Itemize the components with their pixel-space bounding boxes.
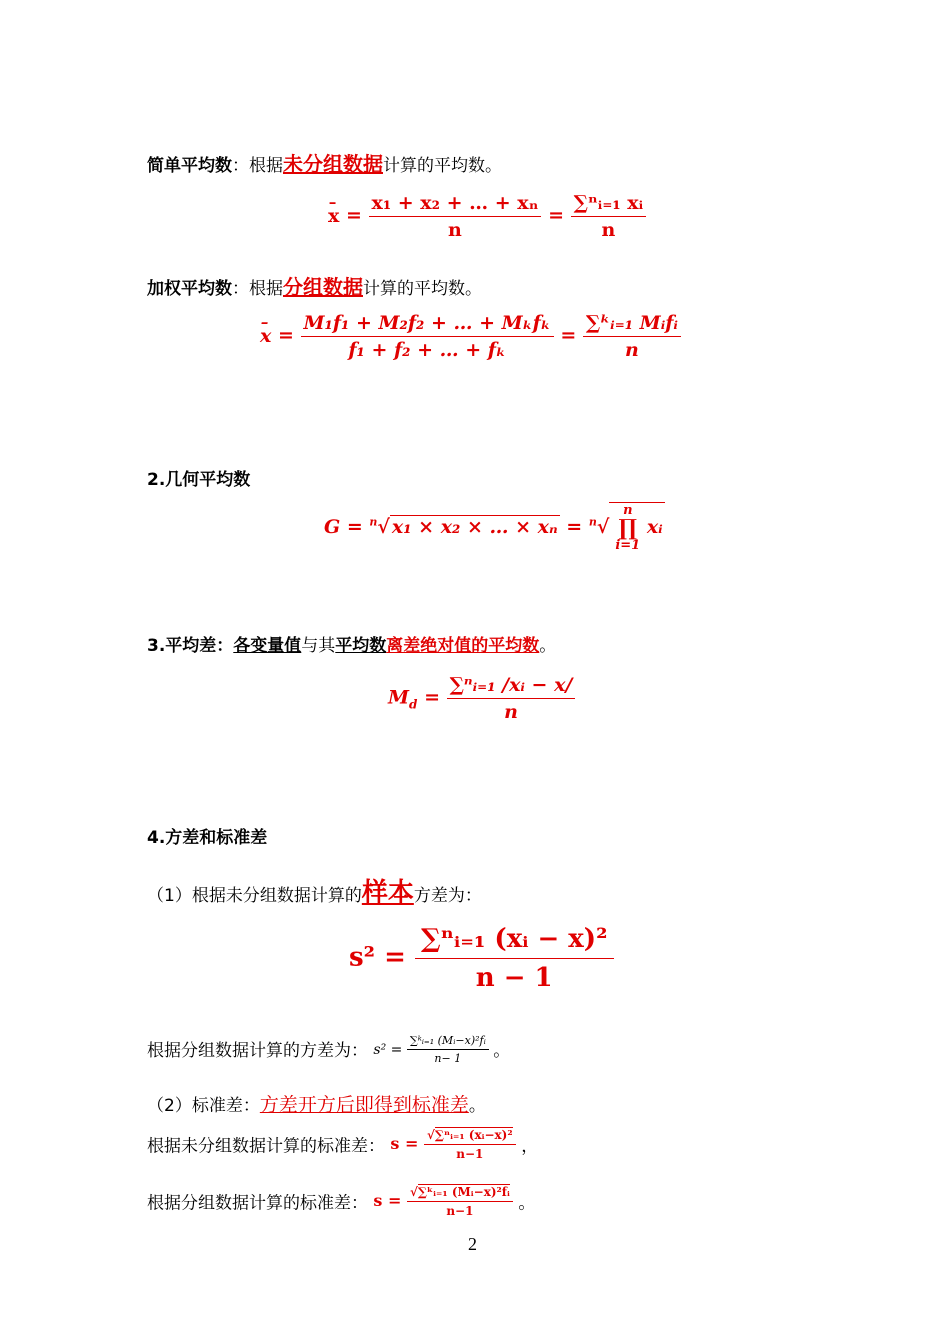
grouped-std-text: 根据分组数据计算的标准差：: [147, 1193, 368, 1214]
ungrouped-std-line: [147, 1128, 538, 1161]
grouped-variance-end: 。: [493, 1041, 511, 1061]
page-number: 2: [468, 1234, 477, 1254]
sample-variance-lhs: s² =: [349, 942, 406, 973]
mean-deviation-denominator: n: [504, 701, 518, 723]
ungrouped-std-lhs: s =: [390, 1134, 419, 1153]
mean-deviation-end: 。: [539, 636, 557, 656]
sample-variance-formula: [349, 924, 614, 993]
mean-deviation-lhs-sub: d: [409, 697, 418, 712]
std-dev-end: 。: [468, 1096, 486, 1116]
simple-mean-denominator: n: [448, 219, 462, 241]
geometric-mean-lhs: G =: [324, 516, 363, 538]
weighted-mean-label: 加权平均数: [147, 279, 232, 299]
mean-deviation-heading: 3.平均差：: [147, 636, 234, 656]
grouped-variance-numerator: ∑ᵏᵢ₌₁ (Mᵢ−x)²fᵢ: [407, 1034, 489, 1050]
mean-deviation-lhs: M: [388, 686, 410, 709]
grouped-std-denominator: n−1: [446, 1204, 474, 1218]
weighted-mean-numerator: M₁f₁ + M₂f₂ + … + Mₖfₖ: [301, 312, 554, 337]
ungrouped-std-fraction: [424, 1128, 516, 1161]
simple-mean-colon: ：根据: [232, 156, 283, 176]
grouped-variance-lhs: s² =: [373, 1041, 403, 1058]
ungrouped-std-end: ，: [521, 1136, 539, 1157]
ungrouped-std-formula: [390, 1128, 521, 1161]
std-dev-pre: （2）标准差：: [147, 1096, 260, 1116]
geometric-mean-product-root: $^n$√ n ∏ i=1 xᵢ: [588, 503, 663, 553]
grouped-variance-formula: [373, 1034, 493, 1065]
variance-heading: 4.方差和标准差: [147, 828, 268, 848]
sample-emphasis: 样本: [361, 878, 414, 908]
grouped-std-formula: [373, 1185, 518, 1218]
weighted-mean-lhs: – x: [260, 325, 271, 347]
geometric-mean-radicand: x₁ × x₂ × … × xₙ: [391, 516, 558, 538]
mean-deviation-fraction: [447, 674, 576, 723]
variance-intro-pre: （1）根据未分组数据计算的: [147, 886, 362, 906]
grouped-variance-denominator: n− 1: [434, 1052, 462, 1065]
weighted-mean-formula: – x = $\frac{\text{M₁f₁ + M₂f₂ + … + Mₖfₖ}}{\text{f₁ + f₂ + … + fₖ}}$ = $\frac{\text{∑ᵏᵢ₌₁ Mᵢfᵢ}}{n}$: [260, 312, 681, 361]
variance-intro-post: 方差为：: [413, 886, 482, 906]
mean-deviation-formula: $M_d$ = $\frac{\text{∑ⁿᵢ₌₁ /xᵢ − x/}}{n}$: [388, 674, 575, 723]
ungrouped-std-numerator: √∑ⁿᵢ₌₁ (xᵢ−x)²: [424, 1128, 516, 1145]
simple-mean-label: 简单平均数: [147, 156, 232, 176]
simple-mean-sum-fraction: [571, 192, 647, 241]
mean-deviation-definition: 离差绝对值的平均数: [386, 636, 540, 656]
geometric-mean-heading: 2.几何平均数: [147, 470, 251, 490]
std-dev-line: [147, 1090, 486, 1117]
weighted-mean-sum-fraction: [583, 312, 681, 361]
ungrouped-std-denominator: n−1: [456, 1147, 484, 1161]
grouped-std-fraction: [407, 1185, 513, 1218]
ungrouped-std-radicand: ∑ⁿᵢ₌₁ (xᵢ−x)²: [434, 1128, 513, 1142]
product-operator: [615, 503, 640, 553]
mean-deviation-mean: 平均数: [335, 636, 387, 656]
weighted-mean-sum-denominator: n: [625, 339, 639, 361]
ungrouped-std-text: 根据未分组数据计算的标准差：: [147, 1136, 385, 1157]
grouped-std-end: 。: [518, 1193, 536, 1214]
simple-mean-lhs: – x: [328, 205, 339, 227]
mean-deviation-mid: 与其: [301, 636, 336, 656]
variance-intro-line: [147, 872, 482, 909]
product-symbol: ∏: [618, 515, 638, 541]
std-dev-definition: 方差开方后即得到标准差: [259, 1094, 469, 1116]
product-top: n: [623, 503, 633, 518]
simple-mean-sum-numerator: ∑ⁿᵢ₌₁ xᵢ: [571, 192, 647, 217]
mean-deviation-line: [147, 631, 556, 656]
product-argument: xᵢ: [646, 516, 663, 538]
weighted-mean-fraction: [301, 312, 554, 361]
grouped-std-lhs: s =: [373, 1191, 402, 1210]
simple-mean-formula: – x = $\frac{\text{x₁ + x₂ + … + xₙ}}{n}$ = $\frac{\text{∑ⁿᵢ₌₁ xᵢ}}{n}$: [328, 192, 646, 241]
simple-mean-highlight: 未分组数据: [283, 152, 383, 176]
mean-deviation-numerator: ∑ⁿᵢ₌₁ /xᵢ − x/: [447, 674, 576, 699]
weighted-mean-colon: ：根据: [232, 279, 283, 299]
simple-mean-rest: 计算的平均数。: [383, 156, 502, 176]
grouped-std-numerator: √∑ᵏᵢ₌₁ (Mᵢ−x)²fᵢ: [407, 1185, 513, 1202]
simple-mean-eq: =: [345, 204, 362, 227]
simple-mean-fraction: [369, 192, 542, 241]
weighted-mean-rest: 计算的平均数。: [363, 279, 482, 299]
simple-mean-line: [147, 148, 502, 177]
grouped-variance-text: 根据分组数据计算的方差为：: [147, 1041, 368, 1061]
sample-variance-denominator: n − 1: [475, 963, 553, 993]
grouped-std-radicand: ∑ᵏᵢ₌₁ (Mᵢ−x)²fᵢ: [417, 1185, 510, 1199]
weighted-mean-sum-numerator: ∑ᵏᵢ₌₁ Mᵢfᵢ: [583, 312, 681, 337]
grouped-variance-fraction: [407, 1034, 489, 1065]
product-bottom: i=1: [615, 538, 641, 553]
sample-variance-fraction: [415, 924, 614, 993]
geometric-mean-formula: G = $^n$√ x₁ × x₂ × … × xₙ = $^n$√ n ∏ i=1 xᵢ: [324, 503, 663, 553]
root-index: n: [369, 515, 378, 529]
simple-mean-numerator: x₁ + x₂ + … + xₙ: [369, 192, 542, 217]
weighted-mean-line: [147, 271, 482, 300]
weighted-mean-highlight: 分组数据: [283, 275, 363, 299]
weighted-mean-denominator: f₁ + f₂ + … + fₖ: [348, 339, 506, 361]
simple-mean-sum-denominator: n: [601, 219, 616, 241]
mean-deviation-variables: 各变量值: [233, 636, 302, 656]
grouped-variance-line: [147, 1034, 510, 1065]
sample-variance-numerator: ∑ⁿᵢ₌₁ (xᵢ − x)²: [415, 924, 614, 959]
grouped-std-line: [147, 1185, 535, 1218]
geometric-mean-root: $^n$√ x₁ × x₂ × … × xₙ: [369, 515, 558, 538]
